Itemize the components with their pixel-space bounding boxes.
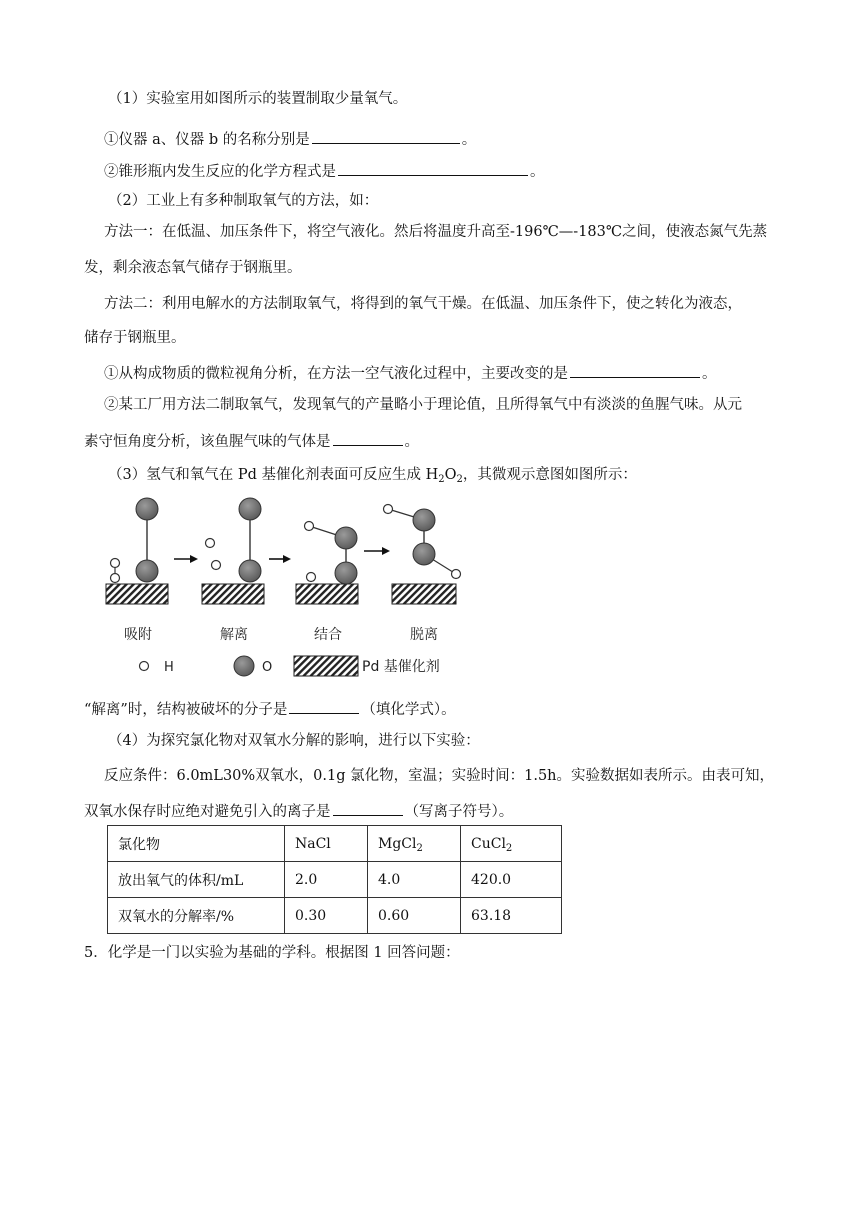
subscript: 2 xyxy=(438,474,445,485)
subscript: 2 xyxy=(505,842,513,854)
answer-blank[interactable] xyxy=(570,361,700,378)
q2-method1-line2: 发，剩余液态氧气储存于钢瓶里。 xyxy=(84,260,302,276)
answer-blank[interactable] xyxy=(333,429,403,446)
legend-o-label: O xyxy=(262,660,273,675)
catalyst-surface xyxy=(202,584,264,604)
q4-question-text: 双氧水保存时应绝对避免引入的离子是 xyxy=(84,804,331,820)
q4-conditions-line1: 反应条件：6.0mL30%双氧水，0.1g 氯化物，室温；实验时间：1.5h。实验数据如表所示。由表可知， xyxy=(104,768,775,784)
hydrogen-atom xyxy=(111,559,120,568)
answer-blank[interactable] xyxy=(333,799,403,816)
q3-intro-text: （3）氢气和氧气在 Pd 基催化剂表面可反应生成 H xyxy=(108,467,439,483)
formula-text: CuCl xyxy=(471,835,506,852)
legend-catalyst-icon xyxy=(294,656,358,676)
catalyst-surface xyxy=(106,584,168,604)
table-cell: 2.0 xyxy=(285,862,368,898)
table-row xyxy=(108,826,562,862)
table-row xyxy=(108,898,562,934)
table-header-cell: NaCl xyxy=(285,826,368,862)
q2-method1-line1: 方法一：在低温、加压条件下，将空气液化。然后将温度升高至-196℃—-183℃之间，使液态氮气先蒸 xyxy=(104,224,768,240)
q4-conditions-line2 xyxy=(84,799,513,822)
q1-part2: ②锥形瓶内发生反应的化学方程式是 。 xyxy=(104,159,545,182)
table-cell: 4.0 xyxy=(368,862,461,898)
hydrogen-atom xyxy=(384,505,393,514)
q2-part1: ①从构成物质的微粒视角分析，在方法一空气液化过程中，主要改变的是 。 xyxy=(104,361,717,384)
legend-catalyst-label: Pd 基催化剂 xyxy=(362,659,440,675)
table-cell: 0.30 xyxy=(285,898,368,934)
q3-intro xyxy=(108,465,637,485)
oxygen-atom xyxy=(136,560,158,582)
answer-blank[interactable] xyxy=(289,697,359,714)
q1-part1: ①仪器 a、仪器 b 的名称分别是 。 xyxy=(104,127,476,150)
legend-oxygen-icon xyxy=(234,656,254,676)
oxygen-atom xyxy=(335,527,357,549)
hydrogen-atom xyxy=(305,522,314,531)
q3-intro-text: O xyxy=(444,467,457,483)
q3-question-text: （填化学式）。 xyxy=(361,702,456,718)
oxygen-atom xyxy=(335,562,357,584)
hydrogen-atom xyxy=(212,561,221,570)
oxygen-atom xyxy=(239,498,261,520)
table-cell: 放出氧气的体积/mL xyxy=(108,862,285,898)
table-header-cell: 氯化物 xyxy=(108,826,285,862)
q3-intro-text: ，其微观示意图如图所示： xyxy=(462,467,637,483)
answer-blank[interactable] xyxy=(338,159,528,176)
q3-question xyxy=(84,697,456,720)
hydrogen-atom xyxy=(452,570,461,579)
q3-question-text: “解离”时，结构被破坏的分子是 xyxy=(84,702,288,718)
q2-part2-line1: ②某工厂用方法二制取氧气，发现氧气的产量略小于理论值，且所得氧气中有淡淡的鱼腥气味。从元 xyxy=(104,397,742,413)
q2-intro: （2）工业上有多种制取氧气的方法，如： xyxy=(108,193,379,209)
table-cell: 双氧水的分解率/% xyxy=(108,898,285,934)
step-label-dissociation: 解离 xyxy=(220,627,248,643)
q5-text: 5．化学是一门以实验为基础的学科。根据图 1 回答问题： xyxy=(84,945,460,961)
hydrogen-atom xyxy=(111,574,120,583)
answer-blank[interactable] xyxy=(312,127,460,144)
q2-method2-line2: 储存于钢瓶里。 xyxy=(84,330,186,346)
q1-part1-text: ①仪器 a、仪器 b 的名称分别是 xyxy=(104,132,310,148)
q2-part2-line2: 素守恒角度分析，该鱼腥气味的气体是 。 xyxy=(84,429,419,452)
oxygen-atom xyxy=(239,560,261,582)
legend-hydrogen-icon xyxy=(140,662,149,671)
step-label-adsorption: 吸附 xyxy=(124,627,152,643)
hydrogen-atom xyxy=(307,573,316,582)
catalyst-surface xyxy=(392,584,456,604)
chloride-data-table xyxy=(107,825,562,934)
q4-intro: （4）为探究氯化物对双氧水分解的影响，进行以下实验： xyxy=(108,733,480,749)
oxygen-atom xyxy=(136,498,158,520)
q2-part1-text: ①从构成物质的微粒视角分析，在方法一空气液化过程中，主要改变的是 xyxy=(104,366,568,382)
step-label-desorption: 脱离 xyxy=(410,627,438,643)
hydrogen-atom xyxy=(206,539,215,548)
table-cell: 63.18 xyxy=(461,898,562,934)
q1-part2-text: ②锥形瓶内发生反应的化学方程式是 xyxy=(104,164,336,180)
catalyst-surface xyxy=(296,584,358,604)
legend-h-label: H xyxy=(164,660,174,675)
table-cell: 0.60 xyxy=(368,898,461,934)
q2-part2-text: 素守恒角度分析，该鱼腥气味的气体是 xyxy=(84,434,331,450)
formula-text: MgCl xyxy=(378,835,417,852)
table-header-cell xyxy=(461,826,562,862)
q4-question-text: （写离子符号）。 xyxy=(404,804,514,820)
catalyst-micro-diagram xyxy=(100,496,490,686)
table-header-cell xyxy=(368,826,461,862)
subscript: 2 xyxy=(416,842,423,854)
subscript: 2 xyxy=(456,474,463,485)
table-cell: 420.0 xyxy=(461,862,562,898)
oxygen-atom xyxy=(413,543,435,565)
q1-intro: （1）实验室用如图所示的装置制取少量氧气。 xyxy=(108,91,408,107)
oxygen-atom xyxy=(413,509,435,531)
q2-method2-line1: 方法二：利用电解水的方法制取氧气，将得到的氧气干燥。在低温、加压条件下，使之转化为液态， xyxy=(104,296,742,312)
step-label-combination: 结合 xyxy=(314,627,342,643)
table-row xyxy=(108,862,562,898)
